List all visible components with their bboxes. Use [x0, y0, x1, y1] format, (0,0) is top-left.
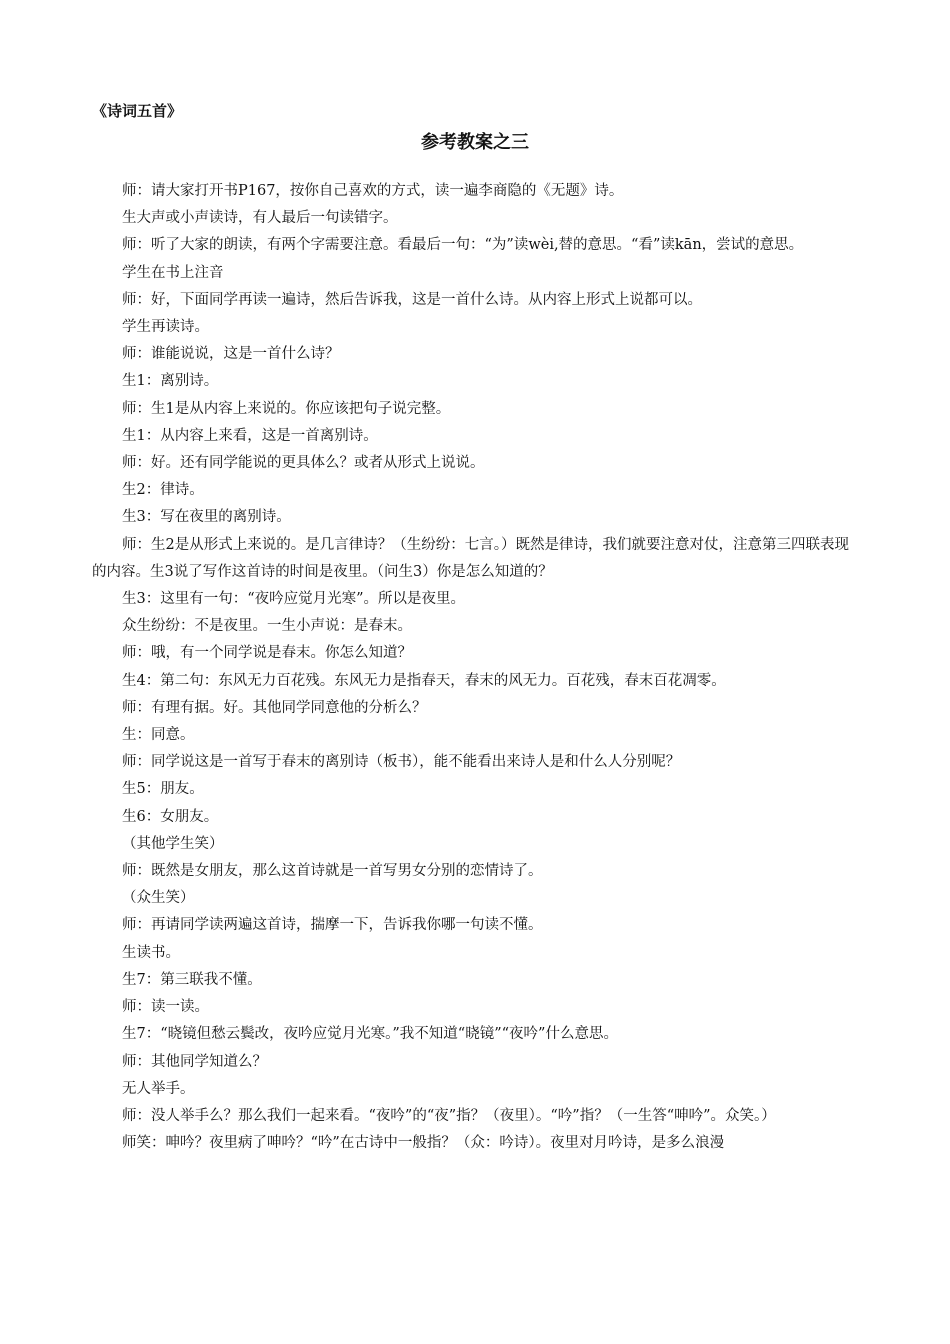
- paragraph: 生5：朋友。: [122, 781, 204, 798]
- paragraph: 生1：从内容上来看，这是一首离别诗。: [122, 427, 378, 444]
- paragraph: 生7：第三联我不懂。: [122, 971, 262, 988]
- paragraph: 众生纷纷：不是夜里。一生小声说：是春末。: [122, 618, 412, 635]
- paragraph: 生3：写在夜里的离别诗。: [122, 509, 291, 526]
- document-title: 参考教案之三: [421, 132, 529, 153]
- paragraph: 师笑：呻吟？夜里病了呻吟？“吟”在古诗中一般指？（众：吟诗）。夜里对月吟诗，是多么浪漫: [122, 1135, 725, 1152]
- paragraph: 师：有理有据。好。其他同学同意他的分析么？: [122, 699, 427, 716]
- paragraph: 生7：“晓镜但愁云鬓改，夜吟应觉月光寒。”我不知道“晓镜”“夜吟”什么意思。: [122, 1026, 618, 1043]
- paragraph: 师：没人举手么？那么我们一起来看。“夜吟”的“夜”指？（夜里）。“吟”指？（一生答“呻吟”。众笑。）: [122, 1107, 776, 1124]
- paragraph: 师：请大家打开书P167，按你自己喜欢的方式，读一遍李商隐的《无题》诗。: [122, 183, 624, 199]
- paragraph: 师：好。还有同学能说的更具体么？或者从形式上说说。: [122, 455, 485, 472]
- paragraph: 生6：女朋友。: [122, 808, 219, 825]
- paragraph: 生：同意。: [122, 727, 195, 744]
- paragraph: 生3：这里有一句：“夜吟应觉月光寒”。所以是夜里。: [122, 591, 466, 608]
- paragraph: 师：听了大家的朗读，有两个字需要注意。看最后一句：“为”读wèi,替的意思。“看”读kān，尝试的意思。: [122, 237, 804, 254]
- paragraph: 生1：离别诗。: [122, 373, 219, 390]
- paragraph: 师：好，下面同学再读一遍诗，然后告诉我，这是一首什么诗。从内容上形式上说都可以。: [122, 291, 702, 308]
- paragraph: 师：谁能说说，这是一首什么诗？: [122, 346, 340, 363]
- paragraph: 生2：律诗。: [122, 482, 204, 499]
- paragraph: 师：哦，有一个同学说是春末。你怎么知道？: [122, 645, 412, 662]
- paragraph: 无人举手。: [122, 1080, 195, 1097]
- paragraph: 学生再读诗。: [122, 319, 209, 336]
- paragraph: 师：读一读。: [122, 999, 209, 1016]
- paragraph: 师：既然是女朋友，那么这首诗就是一首写男女分别的恋情诗了。: [122, 863, 543, 880]
- paragraph: 师：其他同学知道么？: [122, 1053, 267, 1070]
- document-body: [92, 178, 860, 1157]
- paragraph: （其他学生笑）: [122, 835, 224, 852]
- paragraph: 师：生2是从形式上来说的。是几言律诗？（生纷纷：七言。）既然是律诗，我们就要注意对仗，注意第三四联表现的内容。生3说了写作这首诗的时间是夜里。（问生3）你是怎么知道的？: [92, 536, 849, 580]
- book-section-title: 《诗词五首》: [92, 102, 183, 120]
- paragraph: 生4：第二句：东风无力百花残。东风无力是指春天，春末的风无力。百花残，春末百花凋零。: [122, 672, 726, 689]
- paragraph: 师：同学说这是一首写于春末的离别诗（板书），能不能看出来诗人是和什么人分别呢？: [122, 754, 681, 771]
- paragraph: 生读书。: [122, 944, 180, 961]
- paragraph: 师：生1是从内容上来说的。你应该把句子说完整。: [122, 400, 451, 417]
- paragraph: 师：再请同学读两遍这首诗，揣摩一下，告诉我你哪一句读不懂。: [122, 917, 543, 934]
- paragraph: 学生在书上注音: [122, 264, 224, 281]
- paragraph: 生大声或小声读诗，有人最后一句读错字。: [122, 210, 398, 227]
- paragraph: （众生笑）: [122, 890, 195, 907]
